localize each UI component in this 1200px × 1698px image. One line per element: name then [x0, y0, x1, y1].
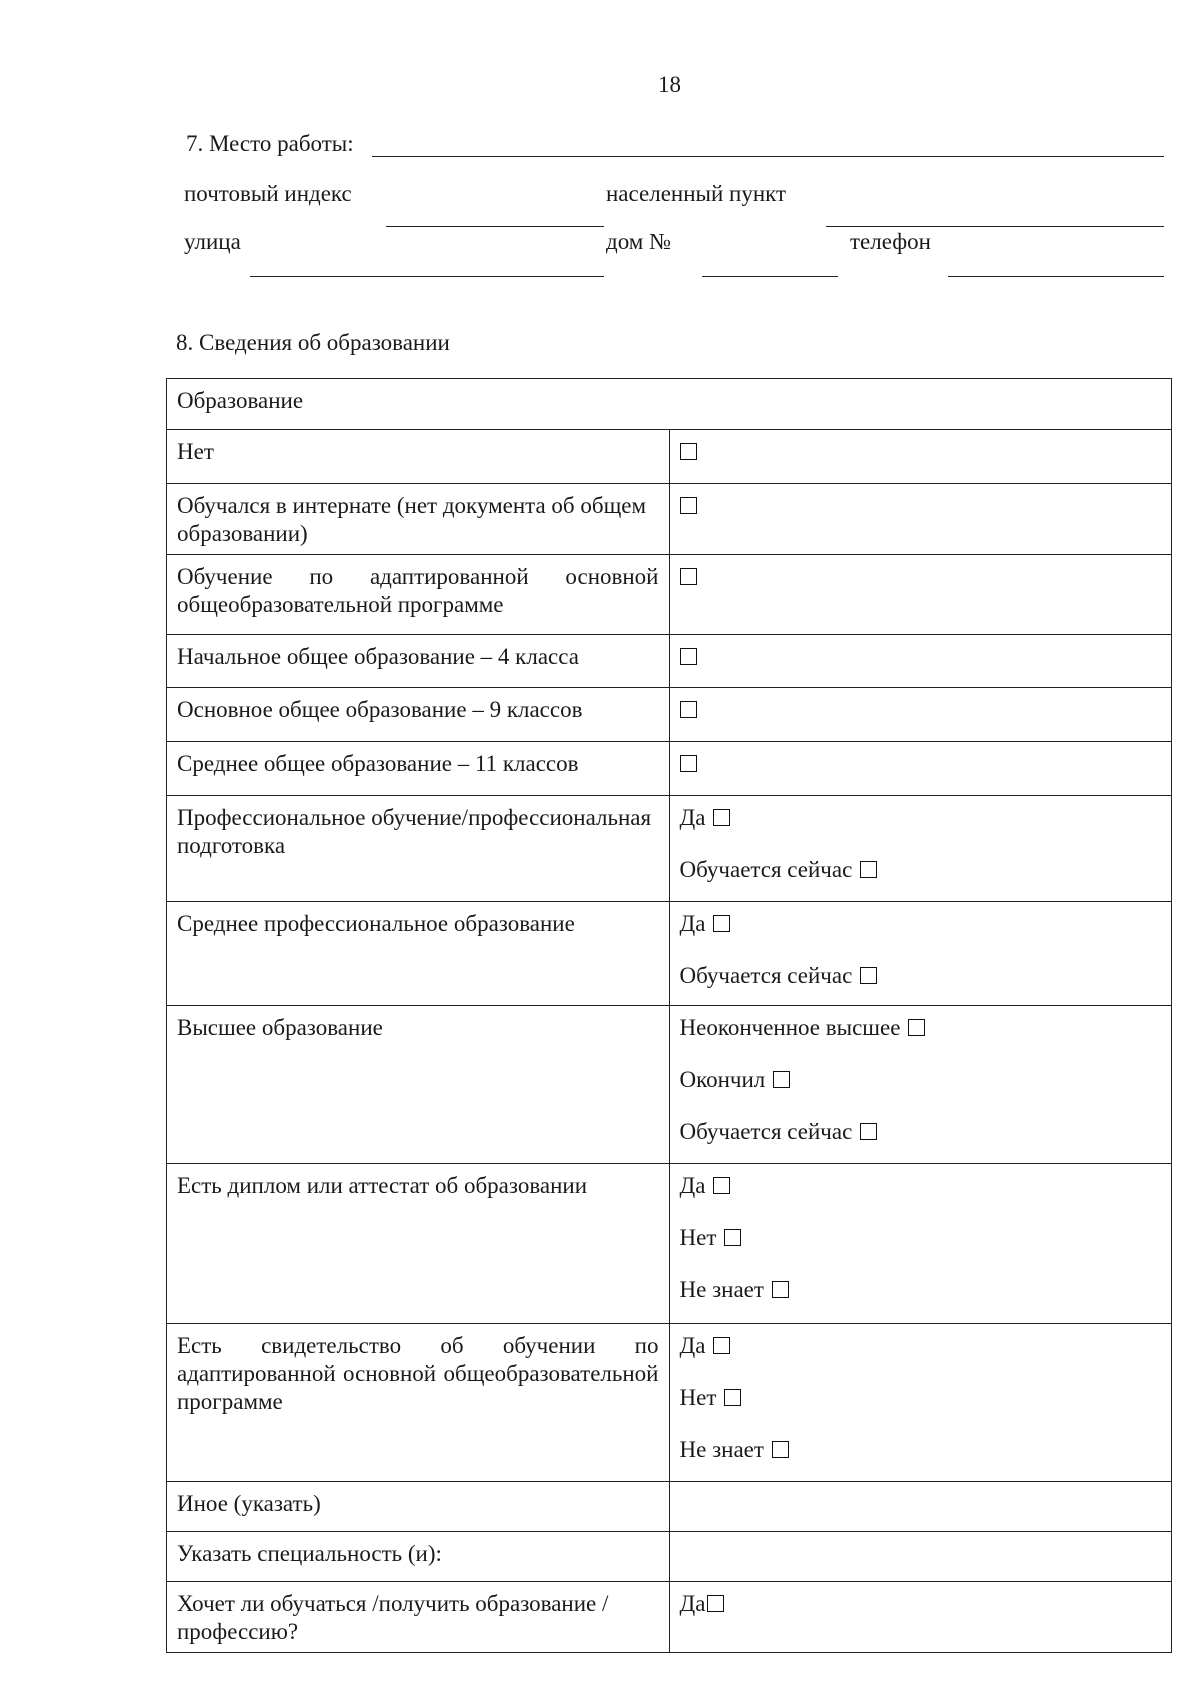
- checkbox[interactable]: [773, 1071, 790, 1088]
- section8-title: 8. Сведения об образовании: [176, 330, 450, 355]
- checkbox[interactable]: [713, 1177, 730, 1194]
- row-label: Есть свидетельство об обучении по адаптированной основной общеобразовательной программе: [167, 1324, 670, 1482]
- option: Окончил: [680, 1066, 1162, 1094]
- education-table: [166, 378, 1172, 1653]
- checkbox[interactable]: [713, 1337, 730, 1354]
- answer-cell[interactable]: [669, 1532, 1172, 1582]
- row-label: Среднее профессиональное образование: [167, 902, 670, 1006]
- row-label: Обучение по адаптированной основной общеобразовательной программе: [167, 555, 670, 635]
- option: Обучается сейчас: [680, 962, 1162, 990]
- table-row: [167, 688, 1172, 742]
- row-label: Начальное общее образование – 4 класса: [167, 635, 670, 688]
- checkbox[interactable]: [724, 1229, 741, 1246]
- table-row: [167, 1164, 1172, 1324]
- locality-label: населенный пункт: [606, 181, 787, 206]
- row-label: Иное (указать): [167, 1482, 670, 1532]
- checkbox[interactable]: [724, 1389, 741, 1406]
- row-label: Высшее образование: [167, 1006, 670, 1164]
- option: Не знает: [680, 1436, 1162, 1464]
- table-row: [167, 796, 1172, 902]
- checkbox[interactable]: [772, 1281, 789, 1298]
- checkbox[interactable]: [713, 809, 730, 826]
- option: Нет: [680, 1384, 1162, 1412]
- table-row: [167, 430, 1172, 484]
- checkbox[interactable]: [860, 861, 877, 878]
- row-label: Указать специальность (и):: [167, 1532, 670, 1582]
- table-row: [167, 1582, 1172, 1653]
- option: Да: [680, 1590, 1162, 1618]
- checkbox[interactable]: [680, 497, 697, 514]
- locality-field[interactable]: [826, 226, 1164, 227]
- option: Не знает: [680, 1276, 1162, 1304]
- section7-title: 7. Место работы:: [186, 131, 354, 156]
- table-row: [167, 902, 1172, 1006]
- table-header: Образование: [167, 379, 1172, 430]
- checkbox[interactable]: [908, 1019, 925, 1036]
- row-label: Нет: [167, 430, 670, 484]
- checkbox[interactable]: [707, 1595, 724, 1612]
- house-label: дом №: [606, 229, 672, 254]
- checkbox[interactable]: [772, 1441, 789, 1458]
- postal-index-field[interactable]: [386, 226, 604, 227]
- checkbox[interactable]: [860, 1123, 877, 1140]
- workplace-field[interactable]: [372, 156, 1164, 157]
- row-label: Основное общее образование – 9 классов: [167, 688, 670, 742]
- checkbox[interactable]: [680, 701, 697, 718]
- option: Да: [680, 910, 1162, 938]
- table-row: [167, 555, 1172, 635]
- house-field[interactable]: [702, 276, 838, 277]
- option: Да: [680, 1332, 1162, 1360]
- option: Да: [680, 1172, 1162, 1200]
- table-row: [167, 1324, 1172, 1482]
- page-number: 18: [658, 72, 681, 97]
- option: Да: [680, 804, 1162, 832]
- checkbox[interactable]: [680, 755, 697, 772]
- table-row: [167, 484, 1172, 555]
- table-row: [167, 635, 1172, 688]
- street-label: улица: [184, 229, 241, 254]
- row-label: Хочет ли обучаться /получить образование /профессию?: [167, 1582, 670, 1653]
- checkbox[interactable]: [680, 443, 697, 460]
- row-label: Среднее общее образование – 11 классов: [167, 742, 670, 796]
- row-label: Есть диплом или аттестат об образовании: [167, 1164, 670, 1324]
- checkbox[interactable]: [680, 648, 697, 665]
- checkbox[interactable]: [713, 915, 730, 932]
- table-row: [167, 1482, 1172, 1532]
- table-row: [167, 1006, 1172, 1164]
- checkbox[interactable]: [680, 568, 697, 585]
- table-row: [167, 742, 1172, 796]
- option: Обучается сейчас: [680, 1118, 1162, 1146]
- phone-field[interactable]: [948, 276, 1164, 277]
- street-field[interactable]: [250, 276, 604, 277]
- row-label: Обучался в интернате (нет документа об общем образовании): [167, 484, 670, 555]
- option: Обучается сейчас: [680, 856, 1162, 884]
- option: Нет: [680, 1224, 1162, 1252]
- table-row: [167, 1532, 1172, 1582]
- option: Неоконченное высшее: [680, 1014, 1162, 1042]
- checkbox[interactable]: [860, 967, 877, 984]
- phone-label: телефон: [850, 229, 931, 254]
- row-label: Профессиональное обучение/профессиональная подготовка: [167, 796, 670, 902]
- answer-cell[interactable]: [669, 1482, 1172, 1532]
- table-row: [167, 379, 1172, 430]
- postal-index-label: почтовый индекс: [184, 181, 352, 206]
